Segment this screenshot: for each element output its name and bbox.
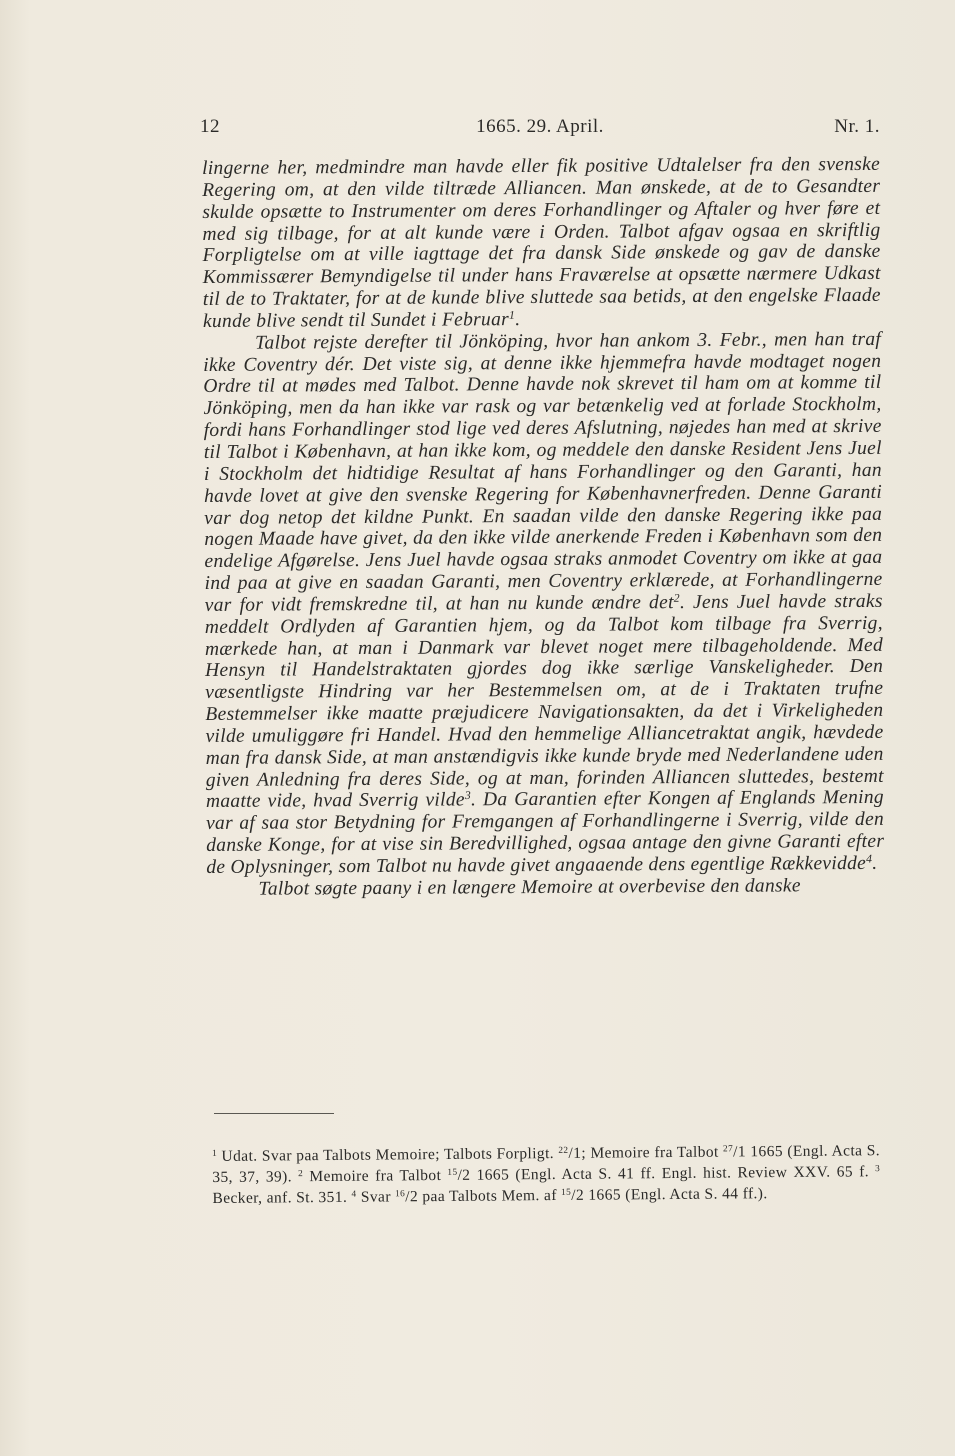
text-run: /2 1665 (Engl. Acta S. 41 ff. Engl. hist. Review XXV. 65 f. [457, 1163, 876, 1184]
footnote-marker: 15 [447, 1167, 458, 1178]
text-run: /1 1665 (Engl. Acta S. 35, 37, 39). [212, 1142, 881, 1186]
text-run: lingerne her, medmindre man havde eller fik positive Udtalelser fra den svenske Regering om, at den vilde tiltræde Alliancen. Man ønskede, at de to Gesandter skulde opsætte to Instrumenter om deres Forhandlinger og Aftaler og hver føre et med sig tilbage, for at alt kunde være i Orden. Talbot afgav ogsaa en skriftlig Forpligtelse om at ville iagttage det fra dansk Side ønskede og gav de danske Kommissærer Bemyndigelse til under hans Fraværelse at opsætte nærmere Udkast til de to Traktater, for at de kunde blive sluttede saa betids, at den engelske Flaade kunde blive sendt til Sundet i Februar [202, 153, 881, 332]
text-run: Talbot søgte paany i en længere Memoire at overbevise den danske [258, 875, 801, 900]
document-number: Nr. 1. [834, 116, 880, 137]
text-run: /2 1665 (Engl. Acta S. 44 ff.). [571, 1185, 768, 1204]
footnote-marker: 16 [395, 1189, 406, 1200]
text-run: Memoire fra Talbot [303, 1166, 448, 1186]
text-run: . [872, 852, 878, 874]
text-run: Udat. Svar paa Talbots Memoire; Talbots Forpligt. [217, 1144, 559, 1165]
footnote-marker: 22 [558, 1145, 569, 1156]
footnote-marker: 1 [212, 1148, 218, 1159]
header-date: 1665. 29. April. [476, 116, 604, 137]
footnote-marker: 3 [875, 1164, 881, 1175]
footnote-marker: 27 [722, 1144, 734, 1155]
footnote-marker: 3 [464, 789, 472, 803]
body-text [202, 154, 885, 901]
body-paragraph [203, 329, 884, 879]
footnote-marker: 1 [508, 308, 516, 322]
running-header [200, 116, 880, 140]
footnote-marker: 2 [298, 1169, 304, 1180]
text-run: Becker, anf. St. 351. [212, 1188, 352, 1207]
footnote-separator [214, 1113, 334, 1114]
footnote-paragraph [212, 1140, 881, 1209]
footnote-marker: 2 [673, 591, 680, 605]
text-run: /2 paa Talbots Mem. af [405, 1186, 562, 1206]
text-run: . Da Garantien efter Kongen af Englands Mening var af saa stor Betydning for Fremgangen af Forhandlingerne i Sverrig, vilde den danske Konge, for at vise sin Beredvillighed, ogsaa antage den givne Garanti efter de Oplysninger, som Talbot nu havde givet angaaende dens egentlige Rækkevidde [206, 787, 885, 878]
body-paragraph [202, 154, 881, 333]
footnote-marker: 4 [351, 1189, 357, 1200]
text-run: /1; Memoire fra Talbot [568, 1143, 724, 1162]
body-paragraph [206, 875, 884, 901]
footnote-marker: 15 [561, 1187, 572, 1198]
footnote-marker: 4 [866, 852, 873, 866]
page-number: 12 [200, 116, 220, 137]
text-run: . [515, 308, 521, 330]
text-run: Svar [356, 1188, 396, 1206]
text-run: . Jens Juel havde straks meddelt Ordlyden af Garantien hjem, og da Talbot kom tilbage fra Sverrig, mærkede han, at man i Danmark var blevet noget mere tilbageholdende. Med Hensyn til Handelstraktaten gjordes dog ikke særlige Vanskeligheder. Den væsentligste Hindring var her Bestemmelsen om, at de i Traktaten trufne Bestemmelser ikke maatte præjudicere Navigationsakten, da det i Virkeligheden vilde umuliggøre fri Handel. Hvad den hemmelige Alliancetraktat angik, hævdede man fra dansk Side, at man anstændigvis ikke kunde bryde med Nederlandene uden given Anledning fra deres Side, og at man, forinden Alliancen sluttedes, bestemt maatte vide, hvad Sverrig vilde [204, 590, 884, 813]
footnotes [212, 1140, 881, 1209]
text-run: Talbot rejste derefter til Jönköping, hvor han ankom 3. Febr., men han traf ikke Coventry dér. Det viste sig, at denne ikke hjemmefra havde modtaget nogen Ordre til at mødes med Talbot. Denne havde nok skrevet til ham om at komme til Jönköping, men da han ikke var rask og var betænkelig ved at forlade Stockholm, fordi hans Forhandlinger stod lige ved deres Afslutning, nøjedes han med at skrive til Talbot i København, at han ikke kom, og meddele den danske Resident Jens Juel i Stockholm det hidtidige Resultat af hans Forhandlinger og den Garanti, han havde lovet at give den svenske Regering for Københavnerfreden. Denne Garanti var dog netop det kildne Punkt. En saadan vilde den danske Regering ikke paa nogen Maade have givet, da den ikke vilde anerkende Freden i København som den endelige Afgørelse. Jens Juel havde ogsaa straks anmodet Coventry om ikke at gaa ind paa at give en saadan Garanti, men Coventry erklærede, at Forhandlingerne var for vidt fremskredne til, at han nu kunde ændre det [203, 328, 883, 616]
